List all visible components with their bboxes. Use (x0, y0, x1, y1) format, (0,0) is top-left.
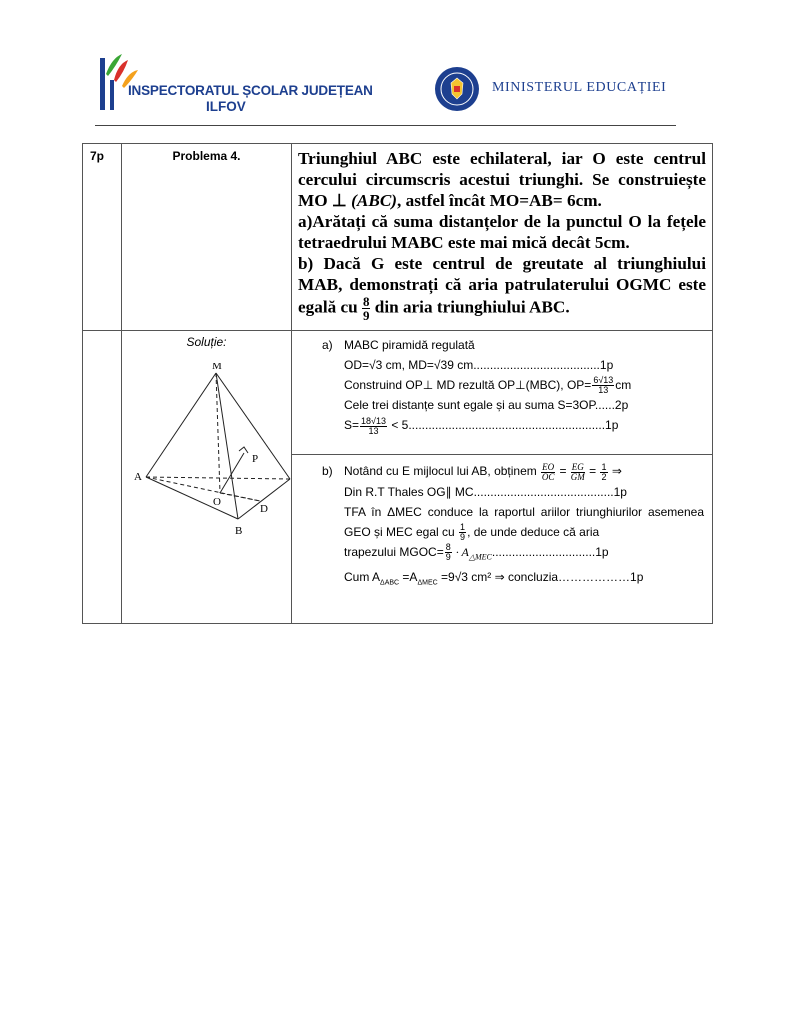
problem-table (82, 143, 713, 624)
solution-points-cell (83, 331, 122, 624)
part-b-line-2: Din R.T Thales OG∥ MC..........................................1p (344, 484, 627, 499)
label-p: P (252, 453, 259, 465)
ministry-title: MINISTERUL EDUCAȚIEI (492, 80, 667, 95)
right-angle-mark (239, 447, 248, 453)
statement-part-b: b) Dacă G este centrul de greutate al triunghiului MAB, demonstrați că aria patrulaterului OGMC este egală cu $\frac{8}{9}$ din aria triunghiului ABC. (298, 254, 706, 323)
problem-name: Problema 4. (122, 144, 292, 331)
edge-ac (146, 477, 290, 479)
isj-county: ILFOV (206, 99, 246, 114)
government-seal-icon (434, 66, 480, 112)
edge-ab (146, 477, 238, 519)
height-mo (216, 373, 220, 493)
label-m: M (212, 363, 222, 372)
segment-op (220, 453, 244, 493)
part-b-line-1: Notând cu E mijlocul lui AB, obținem $\frac{EO}{OC}$ = $\frac{EG}{GM}$ = $\frac{1}{2}$ ⇒ (344, 461, 622, 482)
solution-row (83, 331, 713, 455)
part-a-label: a) (322, 338, 333, 352)
statement-intro: Triunghiul ABC este echilateral, iar O este centrul cercului circumscris acestui triunghi. Se construiește MO ⊥ (ABC), astfel încât MO=AB= 6cm. (298, 149, 706, 210)
points-cell: 7p (83, 144, 122, 331)
page-header (0, 0, 791, 130)
part-b-line-4: trapezului MGOC= $\frac{8}{9}$ · $A_{\triangle MEC}...............................1p$ (344, 542, 609, 563)
solution-figure-cell (122, 331, 292, 624)
solution-part-b (292, 455, 713, 624)
part-b-line-3: TFA în ΔMEC conduce la raportul ariilor triunghiurilor asemenea GEO și MEC egal cu $\frac{1}{9}$ , de unde deduce că aria (344, 504, 704, 542)
statement-part-a: a)Arătați că suma distanțelor de la punctul O la fețele tetraedrului MABC este mai mică decât 5cm. (298, 212, 706, 252)
solution-part-a (292, 331, 713, 455)
label-b: B (235, 525, 243, 537)
part-b-label: b) (322, 464, 333, 479)
label-o: O (213, 496, 221, 508)
statement-row (83, 144, 713, 331)
part-a-line-5: S= $\frac{18√13}{13}$ < 5...........................................................1p (344, 415, 619, 436)
part-a-line-1: MABC piramidă regulată (344, 338, 475, 352)
segment-od (220, 493, 260, 501)
edge-ma (146, 373, 216, 477)
problem-statement (292, 144, 713, 331)
isj-logo-icon (98, 50, 158, 112)
label-a: A (134, 471, 142, 483)
part-a-line-3: Construind OP⊥ MD rezultă OP⊥(MBC), OP= $\frac{6√13}{13}$ cm (344, 375, 632, 396)
part-a-line-4: Cele trei distanțe sunt egale și au suma S=3OP......2p (344, 398, 629, 413)
part-a-line-2: OD=√3 cm, MD=√39 cm......................................1p (344, 358, 614, 372)
header-divider (95, 125, 676, 126)
solution-label: Soluție: (186, 335, 227, 349)
label-d: D (260, 503, 268, 515)
part-b-line-5: Cum $A_{\Delta ABC} =A_{\Delta MEC} =9√3$ cm² ⇒ concluzia………………1p (344, 570, 644, 587)
isj-title: INSPECTORATUL ȘCOLAR JUDEȚEAN (128, 83, 373, 98)
pyramid-figure (122, 363, 292, 543)
